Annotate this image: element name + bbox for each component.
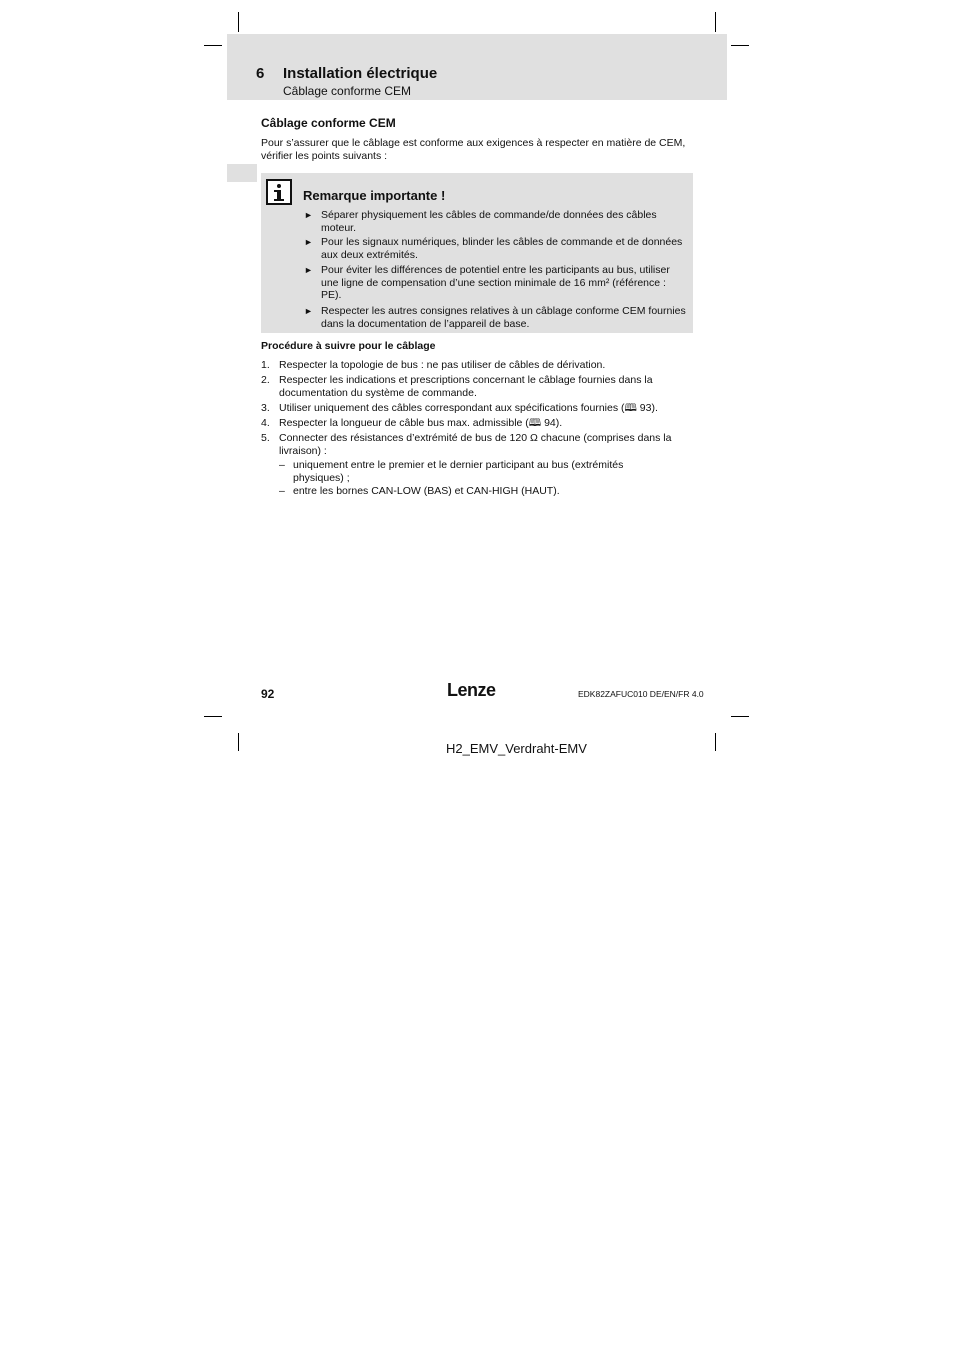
chapter-number: 6 <box>256 65 265 82</box>
crop-mark <box>204 716 222 717</box>
step-number: 4. <box>261 417 270 429</box>
step-text: Connecter des résistances d’extrémité de bus de 120 Ω chacune (comprises dans la livraison) : <box>279 432 672 457</box>
crop-mark <box>715 12 716 32</box>
bullet-icon: ► <box>304 265 313 275</box>
crop-mark <box>238 733 239 751</box>
crop-mark <box>731 716 749 717</box>
crop-mark <box>204 45 222 46</box>
important-note-box <box>261 173 693 333</box>
step-text: Utiliser uniquement des câbles correspondant aux spécifications fournies (🕮 93). <box>279 402 658 414</box>
dash-icon: – <box>279 459 285 471</box>
chapter-title: Installation électrique <box>283 65 438 82</box>
page-number: 92 <box>261 687 275 701</box>
step-text: Respecter les indications et prescriptions concernant le câblage fournies dans la documentation du système de commande. <box>279 374 653 399</box>
info-icon <box>266 179 292 205</box>
procedure-title: Procédure à suivre pour le câblage <box>261 340 436 352</box>
chapter-subtitle: Câblage conforme CEM <box>283 84 412 98</box>
note-title: Remarque importante ! <box>303 188 446 203</box>
crop-mark <box>715 733 716 751</box>
step-number: 3. <box>261 402 270 414</box>
crop-mark <box>238 12 239 32</box>
footer-label: H2_EMV_Verdraht-EMV <box>446 741 587 756</box>
step-number: 1. <box>261 359 270 371</box>
side-tab-marker <box>227 164 257 182</box>
note-item: Séparer physiquement les câbles de commande/de données des câbles moteur. <box>321 209 657 234</box>
note-item: Respecter les autres consignes relatives à un câblage conforme CEM fournies dans la documentation de l’appareil de base. <box>321 305 686 330</box>
note-item: Pour les signaux numériques, blinder les câbles de commande et de données aux deux extrémités. <box>321 236 683 261</box>
bullet-icon: ► <box>304 210 313 220</box>
bullet-icon: ► <box>304 237 313 247</box>
sub-item: entre les bornes CAN-LOW (BAS) et CAN-HIGH (HAUT). <box>293 485 560 497</box>
note-item: Pour éviter les différences de potentiel entre les participants au bus, utiliser une ligne de compensation d’une section minimale de 16 mm² (référence : PE). <box>321 264 670 301</box>
document-code: EDK82ZAFUC010 DE/EN/FR 4.0 <box>578 689 704 699</box>
lenze-logo: Lenze <box>447 680 496 700</box>
intro-paragraph: Pour s’assurer que le câblage est conforme aux exigences à respecter en matière de CEM, vérifier les points suivants : <box>261 137 686 162</box>
crop-mark <box>731 45 749 46</box>
step-text: Respecter la longueur de câble bus max. admissible (🕮 94). <box>279 417 563 429</box>
sub-item: uniquement entre le premier et le dernier participant au bus (extrémités physiques) ; <box>293 459 624 484</box>
step-number: 2. <box>261 374 270 386</box>
step-number: 5. <box>261 432 270 444</box>
section-title: Câblage conforme CEM <box>261 116 396 130</box>
dash-icon: – <box>279 485 285 497</box>
bullet-icon: ► <box>304 306 313 316</box>
step-text: Respecter la topologie de bus : ne pas utiliser de câbles de dérivation. <box>279 359 606 371</box>
